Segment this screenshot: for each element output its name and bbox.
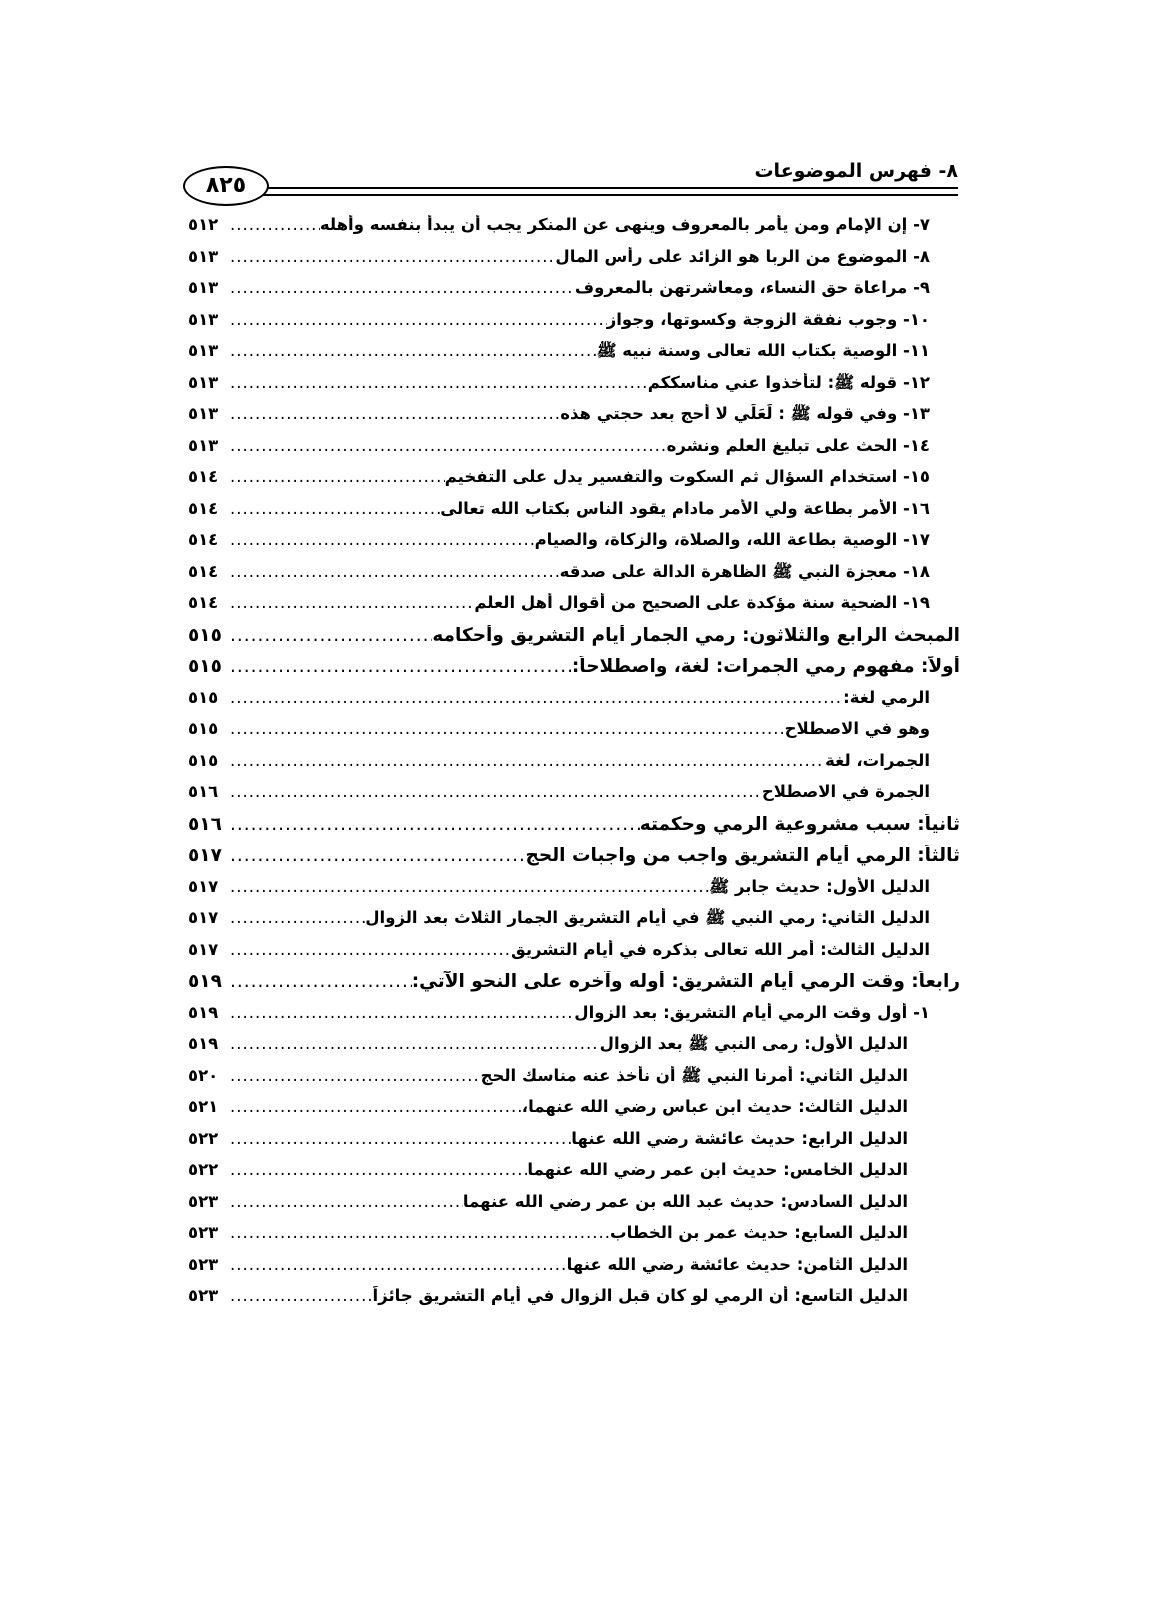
section-title: ٨- فهرس الموضوعات (754, 160, 958, 182)
toc-entry-row (188, 1160, 960, 1192)
toc-dot-leader (224, 1255, 567, 1274)
toc-entry-title: ٧- إن الإمام ومن يأمر بالمعروف وينهى عن المنكر يجب أن يبدأ بنفسه وأهله (319, 215, 930, 234)
toc-dot-leader (224, 1192, 463, 1211)
toc-page-number: ٥١٤ (188, 530, 219, 549)
toc-entry-row (188, 562, 960, 594)
toc-dot-leader (224, 1286, 373, 1305)
toc-entry-row (188, 1129, 960, 1161)
toc-page-number: ٥١٥ (188, 750, 219, 770)
page-number-badge: ٨٢٥ (183, 166, 269, 206)
toc-entry-title: ١٠- وجوب نفقة الزوجة وكسوتها، وجواز (606, 309, 930, 329)
toc-entry-title: الدليل التاسع: أن الرمي لو كان قبل الزوال في أيام التشريق جائزاً (372, 1286, 908, 1305)
toc-heading-row (188, 971, 960, 1003)
toc-dot-leader (224, 247, 555, 266)
toc-entry-row (188, 404, 960, 436)
toc-entry-title: الدليل الثاني: أمرنا النبي ﷺ أن نأخذ عنه مناسك الحج (480, 1065, 908, 1085)
toc-entry-title: ١٧- الوصية بطاعة الله، والصلاة، والزكاة، والصيام (534, 530, 930, 549)
toc-dot-leader (224, 341, 597, 360)
toc-entry-row (188, 436, 960, 468)
toc-page-number: ٥١٣ (188, 246, 219, 266)
toc-entry-title: أولاً: مفهوم رمي الجمرات: لغة، واصطلاحاً: (571, 656, 960, 677)
toc-entry-title: الدليل الثالث: أمر الله تعالى بذكره في أيام التشريق (510, 939, 930, 959)
toc-entry-title: الجمرة في الاصطلاح (761, 782, 930, 801)
toc-dot-leader (224, 373, 648, 392)
toc-page-number: ٥١٩ (188, 1002, 219, 1022)
toc-dot-leader (224, 656, 572, 677)
toc-dot-leader (224, 845, 526, 866)
toc-dot-leader (224, 814, 640, 835)
toc-entry-row (188, 719, 960, 751)
toc-page-number: ٥١٧ (188, 939, 219, 959)
toc-entry-title: ثانياً: سبب مشروعية الرمي وحكمته (639, 813, 960, 835)
toc-dot-leader (224, 908, 365, 927)
toc-heading-row (188, 845, 960, 877)
toc-dot-leader (224, 278, 575, 297)
toc-entry-row (188, 782, 960, 814)
toc-page-number: ٥١٦ (188, 813, 222, 835)
toc-entry-title: ١٤- الحث على تبليغ العلم ونشره (666, 435, 930, 455)
toc-dot-leader (224, 467, 445, 486)
toc-dot-leader (224, 877, 709, 896)
toc-entry-row (188, 1255, 960, 1287)
toc-page-number: ٥١٤ (188, 467, 219, 486)
toc-dot-leader (224, 751, 825, 770)
table-of-contents (188, 215, 960, 1318)
toc-entry-title: ١٢- قوله ﷺ: لتأخذوا عني مناسككم (647, 372, 930, 392)
toc-dot-leader (224, 688, 843, 707)
toc-entry-row (188, 278, 960, 310)
toc-entry-title: الدليل الرابع: حديث عائشة رضي الله عنها (571, 1128, 908, 1148)
toc-dot-leader (224, 1066, 481, 1085)
toc-page-number: ٥١٣ (188, 309, 219, 329)
toc-dot-leader (224, 1097, 522, 1116)
toc-entry-row (188, 215, 960, 247)
toc-page-number: ٥٢٠ (188, 1065, 219, 1085)
toc-entry-title: الدليل الخامس: حديث ابن عمر رضي الله عنهما (527, 1160, 908, 1179)
toc-entry-title: وهو في الاصطلاح (784, 719, 930, 738)
toc-page-number: ٥٢١ (188, 1097, 219, 1116)
toc-page-number: ٥١٢ (188, 215, 219, 234)
toc-dot-leader (224, 436, 667, 455)
toc-entry-row (188, 1286, 960, 1318)
toc-dot-leader (224, 562, 560, 581)
toc-entry-row (188, 1097, 960, 1129)
toc-page-number: ٥١٥ (188, 719, 219, 738)
toc-entry-title: ١٦- الأمر بطاعة ولي الأمر مادام يقود الناس بكتاب الله تعالى (440, 498, 930, 518)
toc-page-number: ٥١٩ (188, 1034, 219, 1053)
toc-dot-leader (224, 625, 432, 646)
toc-dot-leader (224, 782, 762, 801)
toc-page-number: ٥٢٣ (188, 1191, 219, 1211)
toc-entry-title: ١١- الوصية بكتاب الله تعالى وسنة نبيه ﷺ (596, 341, 930, 360)
toc-entry-title: الرمي لغة: (843, 687, 930, 707)
toc-entry-row (188, 688, 960, 720)
toc-entry-row (188, 593, 960, 625)
toc-dot-leader (224, 1160, 527, 1179)
toc-entry-title: ١٣- وفي قوله ﷺ : لَعَلِّي لا أحج بعد حجتي هذه (560, 404, 930, 423)
toc-entry-title: الدليل السابع: حديث عمر بن الخطاب (610, 1223, 908, 1242)
toc-page-number: ٥٢٣ (188, 1286, 219, 1305)
toc-page-number: ٥١٥ (188, 687, 219, 707)
toc-dot-leader (224, 1003, 574, 1022)
toc-entry-row (188, 751, 960, 783)
toc-dot-leader (224, 1129, 571, 1148)
toc-dot-leader (224, 530, 535, 549)
page-header (183, 160, 958, 208)
toc-page-number: ٥١٥ (188, 656, 222, 677)
toc-entry-row (188, 1066, 960, 1098)
toc-entry-row (188, 908, 960, 940)
toc-page-number: ٥١٩ (188, 971, 222, 992)
toc-entry-title: ٩- مراعاة حق النساء، ومعاشرتهن بالمعروف (574, 278, 930, 297)
toc-heading-row (188, 625, 960, 657)
toc-entry-row (188, 499, 960, 531)
toc-dot-leader (224, 719, 785, 738)
toc-page-number: ٥١٧ (188, 845, 222, 866)
toc-heading-row (188, 656, 960, 688)
toc-page-number: ٥٢٣ (188, 1223, 219, 1242)
toc-page-number: ٥١٣ (188, 435, 219, 455)
toc-entry-title: الدليل الثالث: حديث ابن عباس رضي الله عنهما، (521, 1097, 908, 1116)
toc-page-number: ٥١٣ (188, 372, 219, 392)
toc-entry-row (188, 530, 960, 562)
toc-entry-title: الدليل الأول: رمى النبي ﷺ بعد الزوال (599, 1034, 908, 1053)
toc-entry-title: الدليل الثاني: رمي النبي ﷺ في أيام التشريق الجمار الثلاث بعد الزوال (365, 908, 930, 927)
toc-page-number: ٥٢٢ (188, 1128, 219, 1148)
toc-page-number: ٥١٧ (188, 908, 219, 927)
toc-entry-title: رابعاً: وقت الرمي أيام التشريق: أوله وآخره على النحو الآتي: (411, 971, 960, 992)
toc-page-number: ٥٢٣ (188, 1254, 219, 1274)
toc-entry-row (188, 373, 960, 405)
toc-dot-leader (224, 499, 440, 518)
toc-page-number: ٥١٦ (188, 782, 219, 801)
toc-dot-leader (224, 971, 412, 992)
toc-entry-title: الدليل الأول: حديث جابر ﷺ (709, 876, 930, 896)
toc-entry-row (188, 940, 960, 972)
toc-entry-row (188, 1223, 960, 1255)
toc-entry-title: ٨- الموضوع من الربا هو الزائد على رأس المال (555, 246, 930, 266)
toc-page-number: ٥١٣ (188, 404, 219, 423)
toc-dot-leader (224, 940, 511, 959)
toc-page-number: ٥١٥ (188, 624, 222, 646)
toc-entry-row (188, 310, 960, 342)
toc-page-number: ٥١٤ (188, 561, 219, 581)
toc-entry-row (188, 1003, 960, 1035)
toc-entry-row (188, 247, 960, 279)
toc-page-number: ٥١٤ (188, 498, 219, 518)
toc-entry-title: المبحث الرابع والثلاثون: رمي الجمار أيام التشريق وأحكامه (432, 624, 960, 646)
toc-page-number: ٥١٣ (188, 278, 219, 297)
toc-page-number: ٥١٣ (188, 341, 219, 360)
toc-entry-title: الجمرات، لغة (825, 750, 930, 770)
toc-entry-title: ١٨- معجزة النبي ﷺ الظاهرة الدالة على صدقه (559, 561, 930, 581)
toc-entry-title: ١٥- استخدام السؤال ثم السكوت والتفسير يدل على التفخيم (444, 467, 930, 486)
toc-entry-title: الدليل الثامن: حديث عائشة رضي الله عنها (566, 1254, 908, 1274)
toc-dot-leader (224, 1034, 600, 1053)
toc-entry-row (188, 341, 960, 373)
toc-entry-title: الدليل السادس: حديث عبد الله بن عمر رضي الله عنهما (462, 1191, 908, 1211)
toc-heading-row (188, 814, 960, 846)
toc-entry-title: ١- أول وقت الرمي أيام التشريق: بعد الزوال (574, 1002, 930, 1022)
toc-entry-row (188, 877, 960, 909)
toc-dot-leader (224, 1223, 610, 1242)
toc-entry-row (188, 1034, 960, 1066)
toc-dot-leader (224, 593, 474, 612)
toc-entry-title: ثالثاً: الرمي أيام التشريق واجب من واجبات الحج (525, 845, 960, 866)
toc-dot-leader (224, 310, 607, 329)
toc-entry-row (188, 467, 960, 499)
toc-dot-leader (224, 215, 320, 234)
toc-entry-row (188, 1192, 960, 1224)
toc-page-number: ٥١٤ (188, 593, 219, 612)
toc-page-number: ٥٢٢ (188, 1160, 219, 1179)
toc-entry-title: ١٩- الضحية سنة مؤكدة على الصحيح من أقوال أهل العلم (474, 593, 930, 612)
toc-dot-leader (224, 404, 560, 423)
header-double-rule (261, 187, 958, 196)
toc-page-number: ٥١٧ (188, 876, 219, 896)
